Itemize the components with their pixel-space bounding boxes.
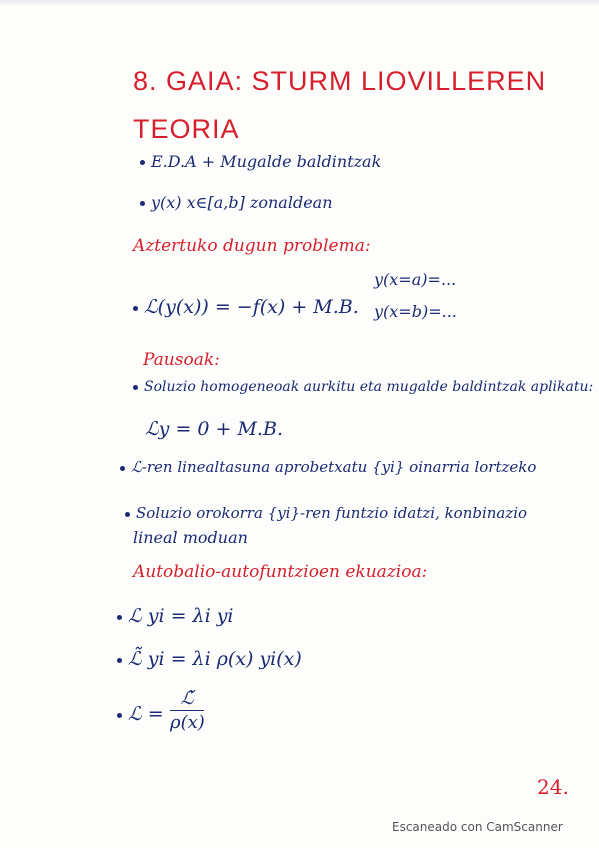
bullet bbox=[117, 658, 122, 663]
bullet bbox=[117, 713, 122, 718]
eigen-equation-1 bbox=[117, 605, 234, 627]
steps-heading: Pausoak: bbox=[143, 350, 220, 370]
step-3 bbox=[125, 504, 527, 522]
intro-item-2 bbox=[140, 193, 333, 212]
page-title: 8. GAIA: STURM LIOVILLEREN bbox=[133, 66, 547, 96]
bullet bbox=[140, 160, 145, 165]
operator-definition bbox=[117, 703, 164, 725]
step-2-text: ℒ-ren linealtasuna aprobetxatu {yi} oinarria lortzeko bbox=[131, 458, 537, 476]
fraction-bar bbox=[170, 710, 204, 711]
eigen-equation-2 bbox=[117, 648, 302, 670]
main-equation-text: ℒ(y(x)) = −f(x) + M.B. bbox=[144, 296, 359, 318]
intro-item-1 bbox=[140, 152, 381, 171]
bullet bbox=[125, 512, 130, 517]
step-1 bbox=[133, 379, 593, 395]
fraction-denominator: ρ(x) bbox=[170, 712, 205, 733]
intro-item-2-text: y(x) x∈[a,b] zonaldean bbox=[151, 193, 333, 212]
step-3-text: Soluzio orokorra {yi}-ren funtzio idatzi, konbinazio bbox=[136, 504, 528, 522]
problem-heading: Aztertuko dugun problema: bbox=[133, 236, 371, 256]
intro-item-1-text: E.D.A + Mugalde baldintzak bbox=[151, 152, 382, 171]
operator-fraction bbox=[170, 688, 204, 733]
eigen-heading: Autobalio-autofuntzioen ekuazioa: bbox=[133, 562, 428, 582]
step-1-equation: ℒy = 0 + M.B. bbox=[145, 418, 284, 440]
bullet bbox=[133, 306, 138, 311]
step-1-text: Soluzio homogeneoak aurkitu eta mugalde baldintzak aplikatu: bbox=[144, 379, 594, 395]
main-equation bbox=[133, 296, 359, 318]
page-title-line2: TEORIA bbox=[133, 114, 240, 144]
step-3-continuation: lineal moduan bbox=[133, 528, 248, 547]
boundary-condition-a: y(x=a)=... bbox=[374, 270, 457, 289]
bullet bbox=[120, 466, 125, 471]
scan-edge bbox=[0, 0, 599, 6]
bullet bbox=[117, 615, 122, 620]
page-number: 24. bbox=[537, 775, 569, 799]
step-2 bbox=[120, 458, 536, 476]
fraction-numerator: ℒ̃ bbox=[180, 688, 194, 709]
boundary-condition-b: y(x=b)=... bbox=[374, 302, 457, 321]
operator-definition-lhs: ℒ = bbox=[128, 703, 164, 725]
bullet bbox=[140, 201, 145, 206]
eigen-equation-2-text: ℒ̃ yi = λi ρ(x) yi(x) bbox=[128, 648, 302, 670]
scanner-watermark: Escaneado con CamScanner bbox=[392, 820, 563, 834]
bullet bbox=[133, 385, 138, 390]
eigen-equation-1-text: ℒ yi = λi yi bbox=[128, 605, 234, 627]
